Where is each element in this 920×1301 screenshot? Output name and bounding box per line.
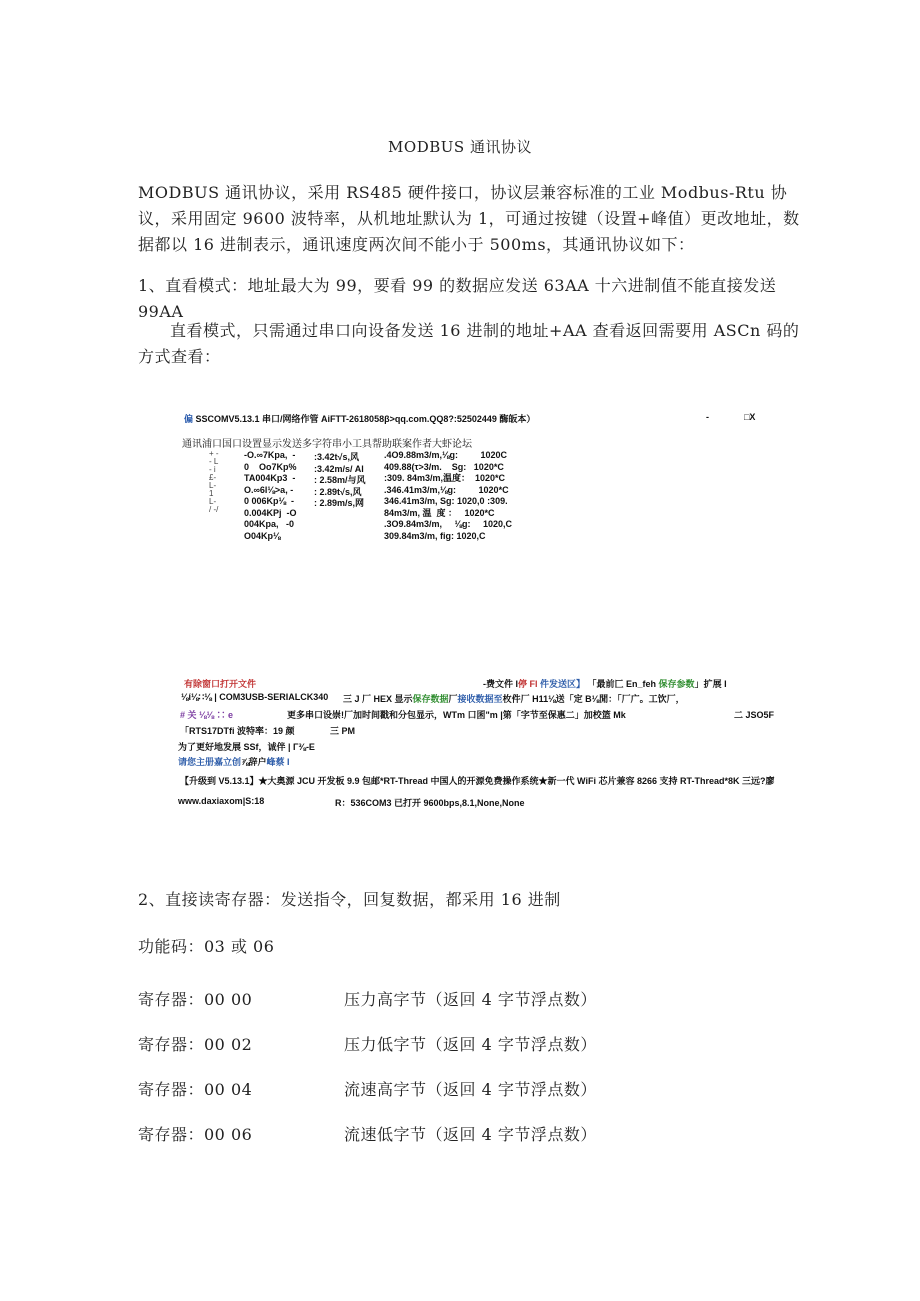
receive-line: TA004Kp3 - (244, 473, 296, 483)
register-line (178, 755, 290, 768)
dtr-label: 三 PM (330, 726, 356, 736)
save-params-button[interactable]: 保存参数 (658, 679, 695, 689)
register-address: 寄存器：00 02 (138, 1035, 253, 1054)
receive-line: 0 006Kp⅛ - (244, 496, 295, 506)
control-row-3c[interactable]: 二 JSO5F (734, 710, 775, 720)
register-row (138, 1032, 597, 1055)
intro-paragraph: MODBUS 通讯协议，采用 RS485 硬件接口，协议层兼容标准的工业 Modbus-Rtu 协议，采用固定 9600 波特率，从机地址默认为 1，可通过按键（设置+峰值）更改地址，数据都以 16 进制表示，通讯速度两次间不能小于 500ms，其通讯协议如下： (138, 183, 800, 254)
topmost-checkbox[interactable]: 「最前匚 En_feh (587, 679, 659, 689)
document-title: MODBUS 通讯协议 (388, 138, 532, 156)
receive-line: 0 Oo7Kp% (244, 461, 297, 472)
receive-line: O.∞6l⅛>a, - (244, 484, 294, 495)
save-data-checkbox[interactable]: 保存数据 (412, 694, 449, 704)
receive-line: :309. 84m3/m,温度： 1020*C (384, 473, 506, 483)
read-register-heading: 2、直接读寄存器：发送指令，回复数据，都采用 16 进制 (138, 890, 561, 909)
control-row-1b (483, 677, 727, 690)
register-row (138, 987, 597, 1010)
receive-line: 346.41m3/m, Sg: 1020,0 :309. (384, 496, 508, 506)
side-ruler: + -- L- i £- L- 1 L- / -/ (209, 449, 219, 514)
receive-line: 309.84m3/m, fig: 1020,C (384, 530, 486, 541)
status-site[interactable]: www.daxiaxom|S:18 (178, 796, 265, 806)
control-row-3a[interactable]: # 关 ⅛⅛ ∷ e (180, 710, 234, 720)
port-select[interactable]: ⅛ί⅛∷⅛ | COM3USB-SERIALCK340 (181, 692, 329, 702)
control-row-2 (181, 692, 328, 703)
baudrate-row[interactable]: 「RTS17DTfi 波特率：19 颜 (180, 726, 295, 736)
send-file-button[interactable]: -费文件 I (483, 679, 518, 689)
register-description: 流速高字节（返回 4 字节浮点数） (344, 1080, 597, 1099)
receive-line: 84m3/m, 温 度 ： 1020*C (384, 507, 495, 518)
minimize-button[interactable]: - (706, 412, 709, 422)
register-link[interactable]: 请您主册嘉立创 (178, 757, 242, 767)
upgrade-banner[interactable]: 【升级到 V5.13.1】★大奥源 JCU 开发板 9.9 包邮*RT-Thread 中国人的开源免费操作系统★新一代 WiFi 芯片兼容 8266 支持 RT-Thread*8K 三远?廖 (180, 776, 775, 786)
receive-line: .3O9.84m3/m, ⅛g: 1020,C (384, 519, 513, 529)
receive-column-1 (244, 450, 297, 542)
receive-line: :3.42m/s/ Al (314, 463, 364, 474)
receive-to-file-checkbox[interactable]: 接收数据至 (457, 694, 503, 704)
clear-window-button[interactable]: 有除窗口打开文件 (184, 679, 257, 689)
status-port: R：536COM3 已打开 9600bps,8.1,None,None (335, 798, 525, 808)
mode-heading: 1、直看模式：地址最大为 99，要看 99 的数据应发送 63AA 十六进制值不能直接发送 99AA (138, 276, 777, 321)
checkbox-glyph: 厂 (448, 694, 458, 704)
promo-line: 为了更好地发展 SSf，诚伴 | Γ⅜-E (178, 742, 315, 752)
receive-column-2 (314, 452, 366, 510)
register-description: 压力低字节（返回 4 字节浮点数） (344, 1035, 597, 1054)
stop-button[interactable]: 停 Fl (518, 679, 538, 689)
receive-line: 004Kpa, -0 (244, 519, 295, 529)
menu-bar[interactable]: 通讯浦口国口设置显示发送多字符串小工具帮助联案作者大虾论坛 (182, 439, 472, 450)
register-address: 寄存器：00 06 (138, 1125, 253, 1144)
send-area-button[interactable]: 件发送区】 (537, 679, 586, 689)
hex-display-checkbox[interactable]: 三 J 厂 HEX 显示 (343, 694, 413, 704)
close-button[interactable]: □X (744, 412, 756, 422)
receive-line: :3.42t√s,风 (314, 452, 359, 462)
receive-line: 409.88(τ>3/m. Sg: 1020*C (384, 461, 504, 472)
receive-line: : 2.89t√s,风 (314, 486, 362, 497)
mode-description: 直看模式，只需通过串口向设备发送 16 进制的地址+AA 查看返回需要用 ASCn 码的方式查看： (138, 321, 800, 366)
control-row-2b (343, 692, 685, 705)
register-description: 流速低字节（返回 4 字节浮点数） (344, 1125, 597, 1144)
register-address: 寄存器：00 04 (138, 1080, 253, 1099)
hex-send-options[interactable]: 枚件厂 H11⅛送「定 B⅛閒：「厂广。工饮厂， (502, 694, 685, 704)
register-description: 压力高字节（返回 4 字节浮点数） (344, 990, 597, 1009)
control-row-1 (184, 677, 256, 690)
control-row-3b[interactable]: 更多串口设崇!厂加时间戳和分包显示，WTm 口囷"m |第「字节至保惠二」加校篮 Mk (287, 710, 626, 720)
register-text: ⅞辞户 (241, 757, 267, 767)
receive-line: : 2.89m/s,网 (314, 498, 365, 508)
register-row (138, 1077, 597, 1100)
register-suffix[interactable]: 峰蔡 I (266, 757, 290, 767)
app-icon: 偏 (184, 414, 194, 424)
receive-line: : 2.58m/与风 (314, 475, 366, 485)
receive-line: 0.004KPj -O (244, 507, 297, 518)
register-address: 寄存器：00 00 (138, 990, 253, 1009)
receive-line: -O.∞7Kpa, - (244, 450, 296, 460)
window-title: SSCOMV5.13.1 串口/网络作管 AiFTT-2618058β>qq.com.QQ8?:52502449 酶皈本） (193, 414, 536, 424)
screenshot-title (184, 412, 535, 425)
receive-column-3 (384, 450, 512, 542)
receive-line: O04Kp⅛ (244, 530, 281, 541)
receive-line: .346.41m3/m,⅛g: 1020*C (384, 484, 509, 495)
expand-button[interactable]: 」扩展 I (694, 679, 727, 689)
receive-line: .4O9.88m3/m,⅛g: 1020C (384, 450, 508, 460)
function-code: 功能码：03 或 06 (138, 937, 275, 956)
register-row (138, 1122, 597, 1145)
